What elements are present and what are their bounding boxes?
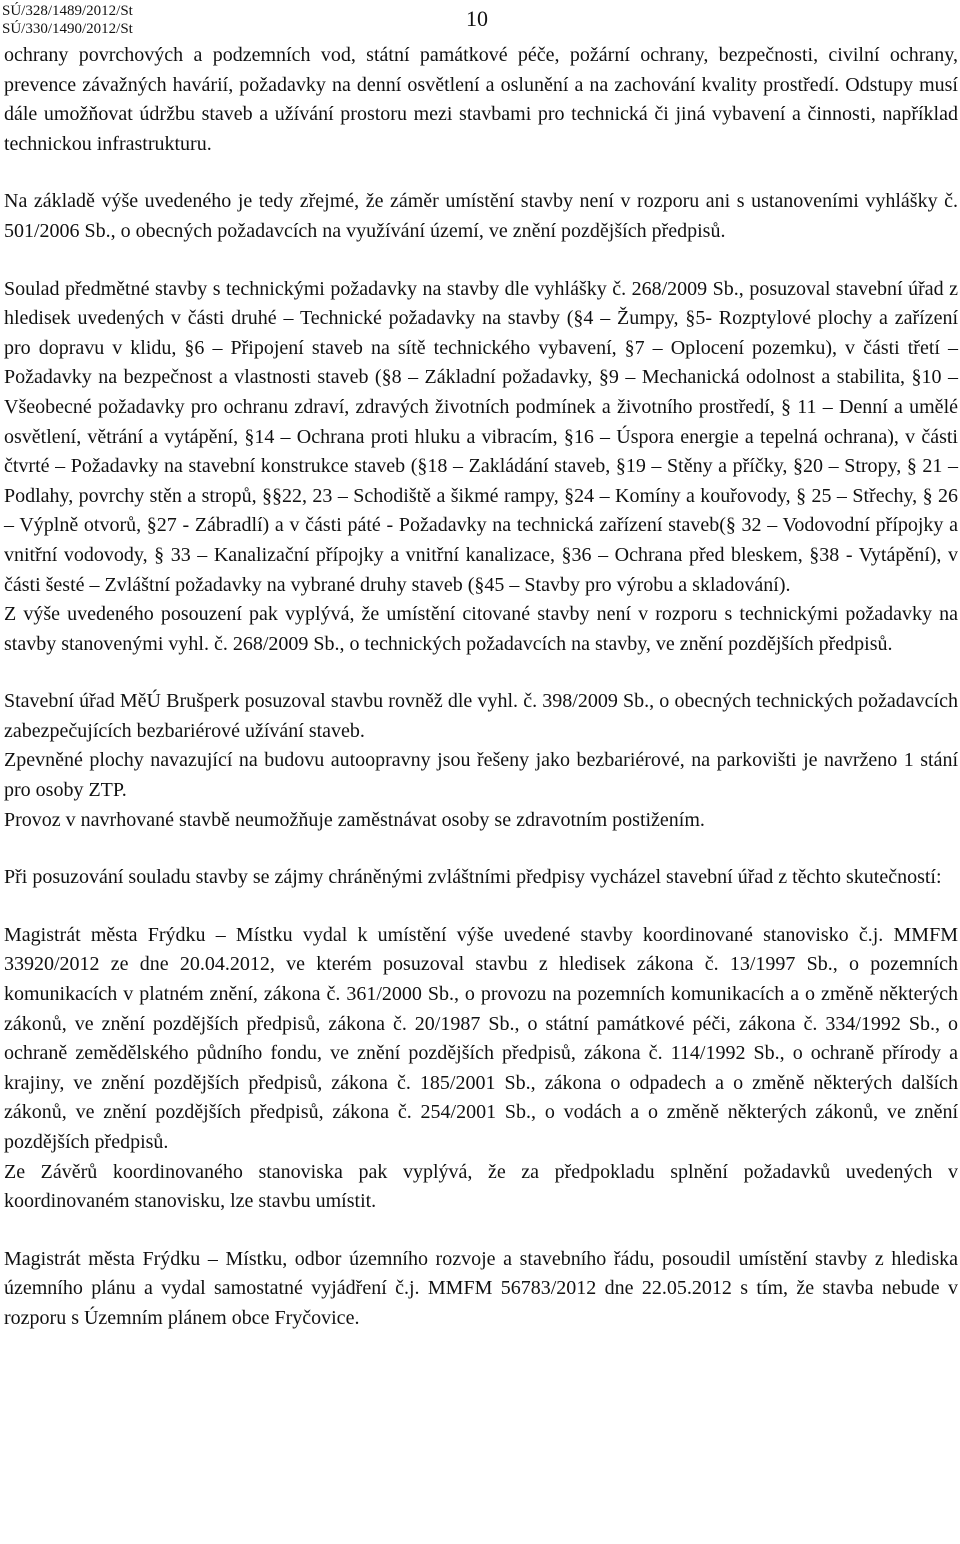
paragraph-distance-requirements: ochrany povrchových a podzemních vod, státní památkové péče, požární ochrany, bezpečnosti, civilní ochrany, prevence závažných havárií, požadavky na denní osvětlení a oslunění a na zachování kvality prostředí. Odstupy musí dále umožňovat údržbu staveb a užívání prostoru mezi stavbami pro technická či jiná vybavení a činnosti, například technickou infrastrukturu. [4,44,958,155]
paragraph-statement-conclusion: Ze Závěrů koordinovaného stanoviska pak vyplývá, že za předpokladu splnění požadavků uvedených v koordinovaném stanovisku, lze stavbu umístit. [4,1160,958,1213]
paragraph-decree-268-assessment: Soulad předmětné stavby s technickými požadavky na stavby dle vyhlášky č. 268/2009 Sb., posuzoval stavební úřad z hledisek uvedených v části druhé – Technické požadavky na stavby (§4 – Žumpy, §5- Rozptylové plochy a zařízení pro dopravu v klidu, §6 – Připojení staveb na sítě technického vybavení, §7 – Oplocení pozemku), v části třetí – Požadavky na bezpečnost a vlastnosti staveb (§8 – Základní požadavky, §9 – Mechanická odolnost a stabilita, §10 – Všeobecné požadavky pro ochranu zdraví, zdravých životních podmínek a životního prostředí, § 11 – Denní a umělé osvětlení, větrání a vytápění, §14 – Ochrana proti hluku a vibracím, §16 – Úspora energie a tepelná ochrana), v části čtvrté – Požadavky na stavební konstrukce staveb (§18 – Zakládání staveb, §19 – Stěny a příčky, §20 – Stropy, § 21 – Podlahy, povrchy stěn a stropů, §§22, 23 – Schodiště a šikmé rampy, §24 – Komíny a kouřovody, § 25 – Střechy, § 26 – Výplně otvorů, §27 - Zábradlí) a v části páté - Požadavky na technická zařízení staveb(§ 32 – Vodovodní přípojky a vnitřní vodovody, § 33 – Kanalizační přípojky a vnitřní kanalizace, §36 – Ochrana před bleskem, §38 - Vytápění), v části šesté – Zvláštní požadavky na vybrané druhy staveb (§45 – Stavby pro výrobu a skladování). [4,277,958,596]
reference-numbers [2,2,133,38]
paragraph-zoning-plan: Magistrát města Frýdku – Místku, odbor územního rozvoje a stavebního řádu, posoudil umístění stavby z hlediska územního plánu a vydal samostatné vyjádření č.j. MMFM 56783/2012 dne 22.05.2012 s tím, že stavba nebude v rozporu s Územním plánem obce Fryčovice. [4,1247,958,1329]
paragraph-gap [4,1217,958,1245]
paragraph-employment: Provoz v navrhované stavbě neumožňuje zaměstnávat osoby se zdravotním postižením. [4,808,705,831]
reference-number-2: SÚ/330/1490/2012/St [2,21,133,37]
paragraph-coordinated-statement: Magistrát města Frýdku – Místku vydal k umístění výše uvedené stavby koordinované stanovisko č.j. MMFM 33920/2012 ze dne 20.04.2012, ve kterém posuzoval stavbu z hledisek zákona č. 13/1997 Sb., o pozemních komunikacích v platném znění, zákona č. 361/2000 Sb., o provozu na pozemních komunikacích a o změně některých zákonů, ve znění pozdějších předpisů, zákona č. 20/1987 Sb., o státní památkové péči, zákona č. 334/1992 Sb., o ochraně zemědělského půdního fondu, ve znění pozdějších předpisů, zákona č. 114/1992 Sb., o ochraně přírody a krajiny, ve znění pozdějších předpisů, zákona č. 185/2001 Sb., zákona o odpadech a o změně některých dalších zákonů, ve znění pozdějších předpisů, zákona č. 254/2001 Sb., o vodách a o změně některých zákonů, ve znění pozdějších předpisů. [4,923,958,1153]
paragraph-decree-268-conclusion: Z výše uvedeného posouzení pak vyplývá, že umístění citované stavby není v rozporu s technickými požadavky na stavby stanovenými vyhl. č. 268/2009 Sb., o technických požadavcích na stavby, ve znění pozdějších předpisů. [4,603,958,655]
paragraph-barrier-free-areas: Zpevněné plochy navazující na budovu autoopravny jsou řešeny jako bezbariérové, na parkovišti je navrženo 1 stání pro osoby ZTP. [4,749,958,802]
paragraph-gap [4,893,958,921]
paragraph-decree-501: Na základě výše uvedeného je tedy zřejmé, že záměr umístění stavby není v rozporu ani s ustanoveními vyhlášky č. 501/2006 Sb., o obecných požadavcích na využívání území, ve znění pozdějších předpisů. [4,190,958,242]
paragraph-gap [4,159,958,187]
paragraph-protected-interests: Při posuzování souladu stavby se zájmy chráněnými zvláštními předpisy vycházel stavební úřad z těchto skutečností: [4,866,942,889]
paragraph-gap [4,247,958,275]
document-body [4,41,958,1334]
paragraph-decree-398: Stavební úřad MěÚ Brušperk posuzoval stavbu rovněž dle vyhl. č. 398/2009 Sb., o obecných technických požadavcích zabezpečujících bezbariérové užívání staveb. [4,690,958,742]
reference-number-1: SÚ/328/1489/2012/St [2,3,133,19]
page-number: 10 [466,6,488,31]
paragraph-gap [4,659,958,687]
paragraph-gap [4,835,958,863]
